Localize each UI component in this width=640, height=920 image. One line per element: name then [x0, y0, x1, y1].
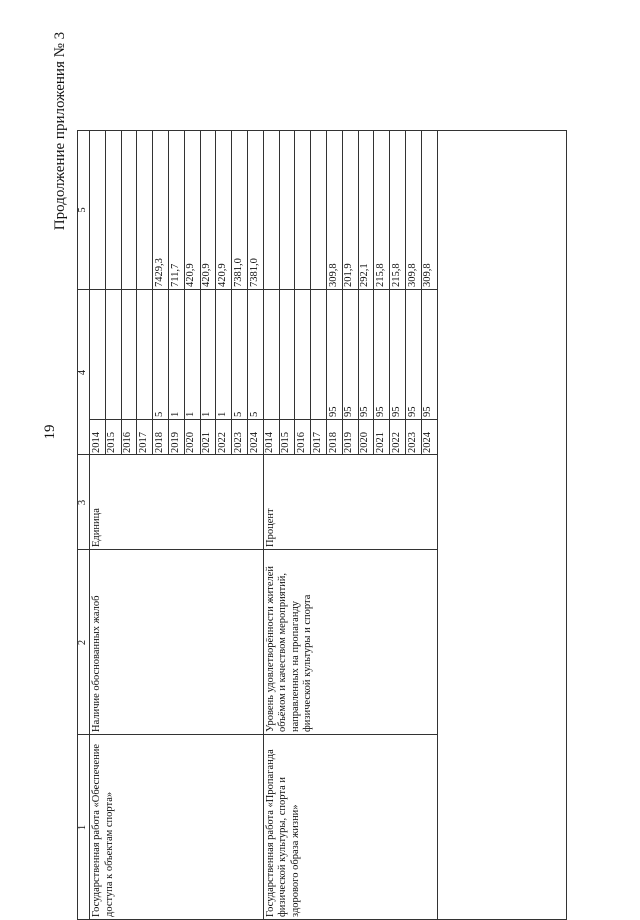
year-row-divider: [421, 130, 422, 455]
value-col5-cell: 309,8: [406, 263, 418, 287]
continuation-heading: Продолжение приложения № 3: [52, 31, 68, 231]
year-cell: 2018: [327, 432, 339, 453]
indicator-cell: Уровень удовлетворённости жителей объёмом и качеством мероприятий, направленных на пропаганду физической культуры и спорта: [264, 565, 314, 732]
value-col4-cell: 1: [169, 411, 181, 417]
appendix-table-rotated: [77, 130, 567, 920]
value-col4-cell: 95: [422, 406, 434, 417]
value-col5-cell: [280, 131, 294, 287]
value-col4-cell: 5: [153, 411, 165, 417]
value-col5-cell: [312, 131, 326, 287]
year-row-divider: [136, 130, 137, 455]
year-cell: 2017: [311, 432, 323, 453]
value-col4-cell: [296, 291, 310, 417]
indicator-cell: Наличие обоснованных жалоб: [91, 595, 102, 732]
year-row-divider: [326, 130, 327, 455]
unit-cell: Процент: [264, 508, 276, 547]
value-col5-cell: 7381,0: [232, 258, 244, 287]
value-col5-cell: 7381,0: [248, 258, 260, 287]
value-col4-cell: 95: [374, 406, 386, 417]
column-divider: [77, 454, 437, 455]
year-cell: 2020: [185, 432, 197, 453]
year-row-divider: [152, 130, 153, 455]
year-row-divider: [200, 130, 201, 455]
value-col5-cell: 201,9: [343, 263, 355, 287]
year-cell: 2021: [374, 432, 386, 453]
column-number-header: 5: [77, 207, 88, 213]
year-cell: 2022: [216, 432, 228, 453]
value-col4-cell: 95: [359, 406, 371, 417]
year-cell: 2014: [90, 432, 102, 453]
row-divider: [263, 130, 264, 920]
year-row-divider: [310, 130, 311, 455]
value-col5-cell: 215,8: [390, 263, 402, 287]
year-cell: 2015: [106, 432, 118, 453]
value-col4-cell: 1: [185, 411, 197, 417]
value-col5-cell: 292,1: [359, 263, 371, 287]
value-col5-cell: [138, 131, 152, 287]
value-col4-cell: 5: [248, 411, 260, 417]
year-row-divider: [121, 130, 122, 455]
value-col5-cell: 215,8: [374, 263, 386, 287]
value-col5-cell: [264, 131, 278, 287]
column-number-header: 1: [77, 824, 88, 831]
table-border-bottom: [566, 130, 567, 920]
year-cell: 2024: [422, 432, 434, 453]
value-col4-cell: 95: [406, 406, 418, 417]
header-divider: [89, 130, 90, 920]
year-cell: 2014: [264, 432, 276, 453]
year-cell: 2023: [406, 432, 418, 453]
value-col5-cell: 420,9: [201, 263, 213, 287]
column-number-header: 4: [77, 369, 88, 376]
year-cell: 2016: [295, 432, 307, 453]
year-row-divider: [168, 130, 169, 455]
value-col5-cell: 7429,3: [153, 258, 165, 287]
year-row-divider: [215, 130, 216, 455]
value-col4-cell: 95: [343, 406, 355, 417]
year-cell: 2020: [359, 432, 371, 453]
value-col4-cell: [138, 291, 152, 417]
work-name-cell: Государственная работа «Пропаганда физической культуры, спорта и здорового образа жизни»: [264, 749, 301, 917]
year-cell: 2023: [232, 432, 244, 453]
year-row-divider: [247, 130, 248, 455]
column-number-header: 2: [77, 639, 88, 646]
year-cell: 2021: [201, 432, 213, 453]
value-col4-cell: [122, 291, 136, 417]
value-col5-cell: [296, 131, 310, 287]
value-col5-cell: 420,9: [216, 263, 228, 287]
appendix-table: [77, 130, 567, 920]
value-col5-cell: 711,7: [169, 263, 181, 287]
value-col5-cell: [122, 131, 136, 287]
value-col4-cell: 1: [216, 411, 228, 417]
value-col4-cell: 95: [327, 406, 339, 417]
year-cell: 2015: [280, 432, 292, 453]
value-col4-cell: [264, 291, 278, 417]
value-col4-cell: 95: [390, 406, 402, 417]
value-col5-cell: 420,9: [185, 263, 197, 287]
unit-cell: Единица: [91, 508, 102, 547]
year-row-divider: [105, 130, 106, 455]
page-number: 19: [42, 424, 58, 440]
year-cell: 2016: [122, 432, 134, 453]
value-col5-cell: [91, 131, 105, 287]
year-row-divider: [405, 130, 406, 455]
year-row-divider: [389, 130, 390, 455]
value-col5-cell: [106, 131, 120, 287]
year-row-divider: [279, 130, 280, 455]
year-cell: 2022: [390, 432, 402, 453]
row-divider: [437, 130, 438, 920]
column-divider: [77, 734, 437, 735]
year-row-divider: [184, 130, 185, 455]
year-cell: 2017: [137, 432, 149, 453]
year-row-divider: [342, 130, 343, 455]
year-cell: 2019: [343, 432, 355, 453]
value-col4-cell: [280, 291, 294, 417]
value-col4-cell: [106, 291, 120, 417]
year-row-divider: [294, 130, 295, 455]
work-name-cell: Государственная работа «Обеспечение доступа к объектам спорта»: [91, 743, 115, 917]
value-col4-cell: 1: [201, 411, 213, 417]
column-divider: [77, 289, 437, 290]
value-col5-cell: 309,8: [422, 263, 434, 287]
year-cell: 2018: [153, 432, 165, 453]
value-col4-cell: 5: [232, 411, 244, 417]
year-row-divider: [358, 130, 359, 455]
year-cell: 2019: [169, 432, 181, 453]
table-border-right: [77, 130, 567, 131]
value-col4-cell: [312, 291, 326, 417]
column-divider: [77, 549, 437, 550]
year-row-divider: [373, 130, 374, 455]
year-cell: 2024: [248, 432, 260, 453]
value-col5-cell: 309,8: [327, 263, 339, 287]
column-number-header: 3: [77, 499, 88, 506]
table-border-top: [77, 130, 78, 920]
year-row-divider: [231, 130, 232, 455]
value-col4-cell: [91, 291, 105, 417]
